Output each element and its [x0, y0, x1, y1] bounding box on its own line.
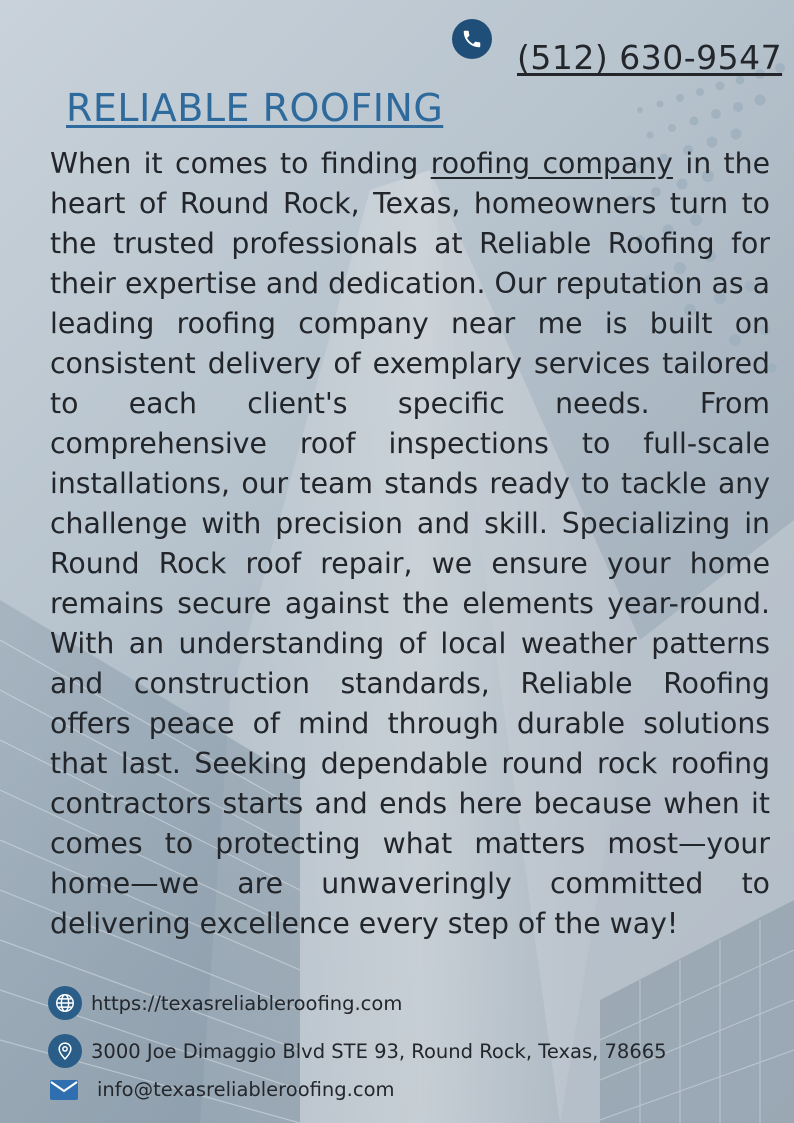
phone-icon [452, 19, 492, 59]
email-link[interactable]: info@texasreliableroofing.com [97, 1078, 395, 1101]
roofing-company-link[interactable]: roofing company [430, 147, 673, 180]
body-text-part2: in the heart of Round Rock, Texas, homeowners turn to the trusted professionals at Reliable Roofing for their expertise and dedication. Our reputation as a leading roofing company near me is built on consistent delivery of exemplary services tailored to each client's specific needs. From comprehensive roof inspections to full-scale installations, our team stands ready to tackle any challenge with precision and skill. Specializing in Round Rock roof repair, we ensure your home remains secure against the elements year-round. With an understanding of local weather patterns and construction standards, Reliable Roofing offers peace of mind through durable solutions that last. Seeking dependable round rock roofing contractors starts and ends here because when it comes to protecting what matters most—your home—we are unwaveringly committed to delivering excellence every step of the way! [50, 147, 770, 940]
address-row [48, 1034, 667, 1068]
website-row [48, 986, 402, 1020]
phone-number-link[interactable]: (512) 630-9547 [517, 38, 783, 77]
body-text-part1: When it comes to finding [50, 147, 431, 180]
body-paragraph [50, 144, 770, 944]
mail-icon [48, 1079, 80, 1101]
location-pin-icon [48, 1034, 82, 1068]
website-link[interactable]: https://texasreliableroofing.com [91, 991, 403, 1015]
email-row [48, 1078, 395, 1101]
globe-icon [48, 986, 82, 1020]
address-text: 3000 Joe Dimaggio Blvd STE 93, Round Rock, Texas, 78665 [91, 1039, 667, 1063]
page-title[interactable]: RELIABLE ROOFING [66, 86, 444, 130]
